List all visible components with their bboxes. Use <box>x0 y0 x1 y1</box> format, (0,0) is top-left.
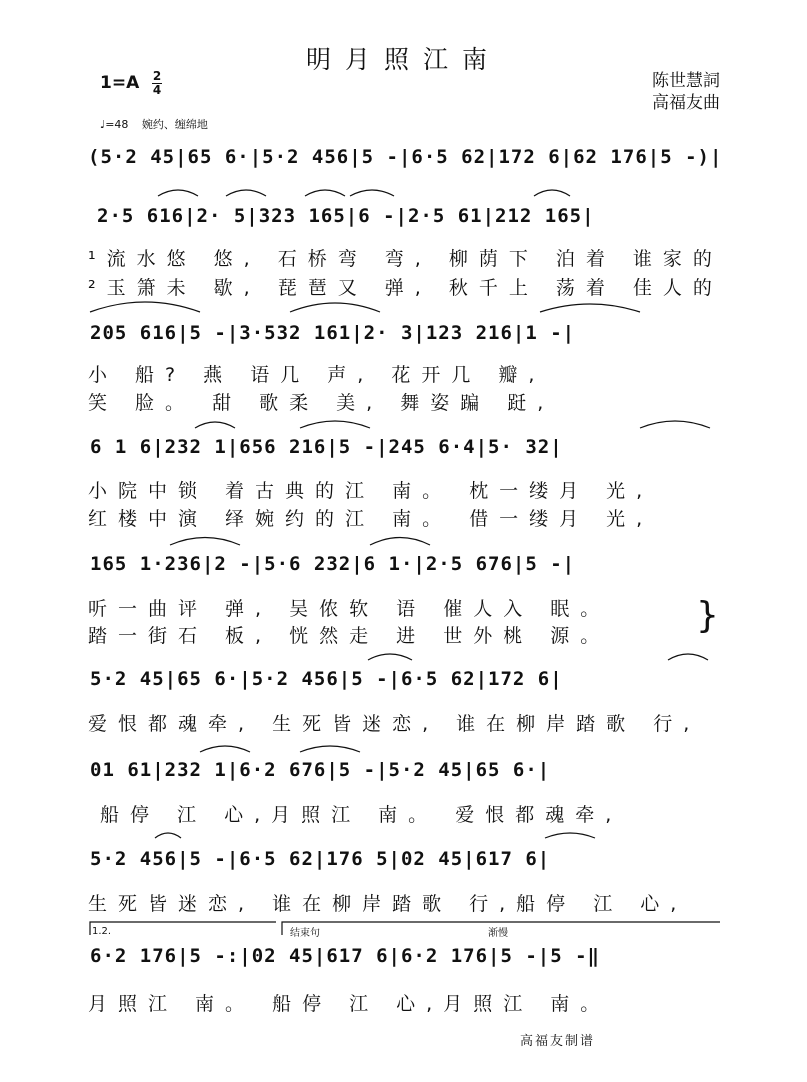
system-3-notes: 205 616|5 -|3·532 161|2· 3|123 216|1 -| <box>90 322 576 344</box>
system-4-lyrics-1: 小院中锁 着古典的江 南。 枕一缕月 光, <box>88 480 654 502</box>
volta-bracket-2 <box>282 922 720 935</box>
slur <box>368 654 412 660</box>
slur <box>540 304 640 312</box>
system-9-lyrics-1: 月照江 南。 船停 江 心,月照江 南。 <box>88 993 611 1015</box>
slur <box>195 422 235 428</box>
slur <box>300 421 370 428</box>
composer-credit: 高福友曲 <box>652 93 720 113</box>
expression-marking: 婉约、缠绵地 <box>141 118 208 131</box>
tempo-value: ♩=48 <box>100 118 129 131</box>
system-7-lyrics-1: 船停 江 心,月照江 南。 爱恨都魂牵, <box>100 804 623 826</box>
verse-brace: } <box>696 595 719 636</box>
slur <box>350 190 394 196</box>
slur <box>534 190 570 196</box>
slur <box>370 538 430 546</box>
slur <box>226 190 266 196</box>
slur <box>300 746 360 752</box>
key-signature: 1=A <box>100 73 140 93</box>
slur <box>170 538 240 546</box>
system-5-notes: 165 1·236|2 -|5·6 232|6 1·|2·5 676|5 -| <box>90 553 576 575</box>
system-3-lyrics-2: 笑 脸。 甜 歌柔 美, 舞姿蹁 跹, <box>88 392 555 414</box>
slur <box>290 303 380 312</box>
slur <box>668 654 708 660</box>
system-8-notes: 5·2 456|5 -|6·5 62|176 5|02 45|617 6| <box>90 848 551 870</box>
system-9-notes: 6·2 176|5 -:|02 45|617 6|6·2 176|5 -|5 -‖ <box>90 945 600 967</box>
system-8-lyrics-1: 生死皆迷恋, 谁在柳岸踏歌 行,船停 江 心, <box>88 893 688 915</box>
system-5-lyrics-1: 听一曲评 弹, 吴侬软 语 催人入 眠。 <box>88 598 611 620</box>
system-1-notes: (5·2 45|65 6·|5·2 456|5 -|6·5 62|172 6|62 176|5 -)| <box>88 146 723 168</box>
volta-bracket-1 <box>90 922 276 935</box>
slur <box>155 833 181 838</box>
volta-label: 1.2. <box>92 926 112 937</box>
song-title: 明月照江南 <box>305 45 501 74</box>
slur <box>305 190 345 196</box>
slur <box>200 746 250 752</box>
transcriber-credit: 高福友制谱 <box>520 1034 596 1049</box>
system-3-lyrics-1: 小 船? 燕 语几 声, 花开几 瓣, <box>88 364 546 386</box>
ritardando-label: 渐慢 <box>488 928 508 939</box>
system-6-lyrics-1: 爱恨都魂牵, 生死皆迷恋, 谁在柳岸踏歌 行, <box>88 713 701 735</box>
system-2-notes: 2·5 616|2· 5|323 165|6 -|2·5 61|212 165| <box>97 205 595 227</box>
slur <box>545 833 595 838</box>
system-4-notes: 6 1 6|232 1|656 216|5 -|245 6·4|5· 32| <box>90 436 563 458</box>
time-signature-top: 2 <box>152 69 162 83</box>
ending-label: 结束句 <box>290 928 320 939</box>
system-2-lyrics-1: ¹流水悠 悠, 石桥弯 弯, 柳荫下 泊着 谁家的 <box>88 248 723 270</box>
system-6-notes: 5·2 45|65 6·|5·2 456|5 -|6·5 62|172 6| <box>90 668 563 690</box>
system-7-notes: 01 61|232 1|6·2 676|5 -|5·2 45|65 6·| <box>90 759 551 781</box>
time-signature-bottom: 4 <box>152 83 162 97</box>
slur <box>640 421 710 428</box>
system-4-lyrics-2: 红楼中演 绎婉约的江 南。 借一缕月 光, <box>88 508 654 530</box>
system-2-lyrics-2: ²玉箫未 歇, 琵琶又 弹, 秋千上 荡着 佳人的 <box>88 277 723 299</box>
slur <box>158 190 198 196</box>
lyricist-credit: 陈世慧詞 <box>652 71 720 91</box>
system-5-lyrics-2: 踏一街石 板, 恍然走 进 世外桃 源。 <box>88 625 611 647</box>
slur <box>90 302 200 312</box>
